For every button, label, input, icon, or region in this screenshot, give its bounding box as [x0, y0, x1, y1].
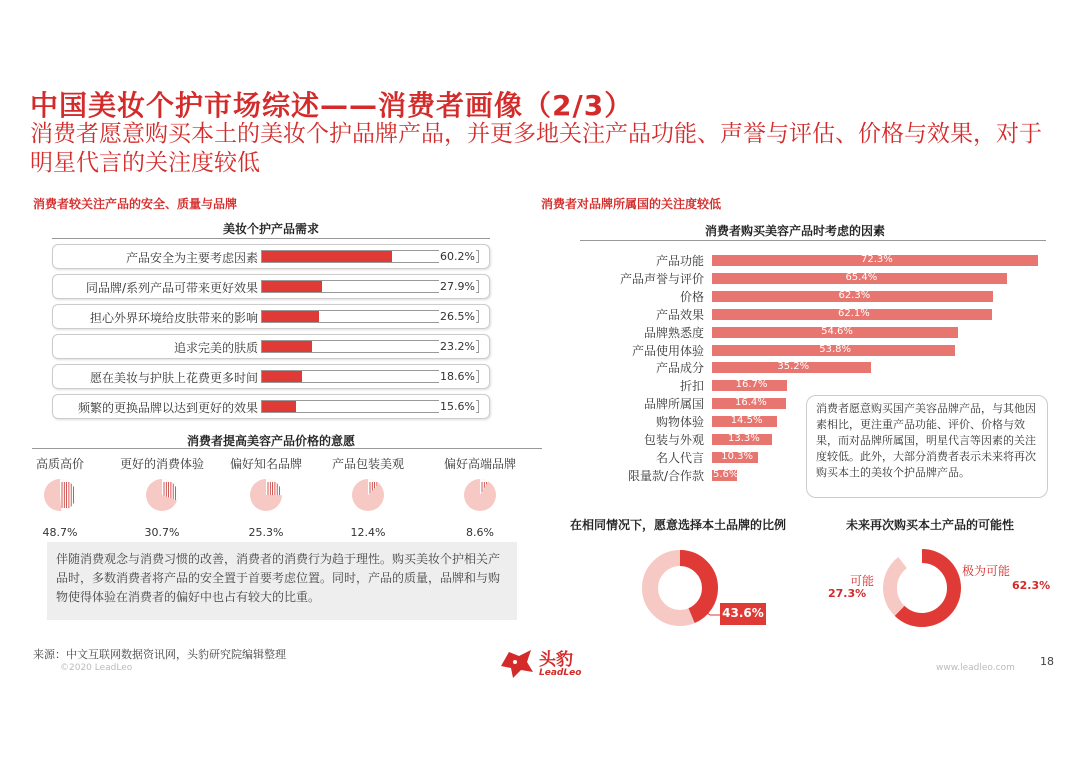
- need-value: 26.5%: [440, 310, 475, 323]
- factor-value: 35.2%: [777, 361, 810, 373]
- need-row: [52, 334, 490, 359]
- need-label: 愿在美妆与护肤上花费更多时间: [89, 371, 258, 385]
- factor-value: 16.4%: [734, 397, 767, 409]
- factor-label: 包装与外观: [643, 433, 704, 447]
- price-pie: [463, 478, 497, 512]
- factors-chart-title: 消费者购买美容产品时考虑的因素: [704, 224, 885, 238]
- need-bar-track: [261, 370, 479, 383]
- needs-chart-title: 美妆个护产品需求: [222, 222, 319, 236]
- need-row: [52, 364, 490, 389]
- need-row: [52, 394, 490, 419]
- factor-label: 品牌熟悉度: [643, 325, 704, 340]
- factor-value: 16.7%: [735, 379, 768, 391]
- factor-label: 产品成分: [655, 361, 704, 376]
- leopard-icon: [497, 646, 537, 680]
- price-pie-label: 偏好知名品牌: [229, 457, 302, 471]
- factor-value: 62.3%: [838, 289, 871, 301]
- need-label: 产品安全为主要考虑因素: [125, 251, 258, 265]
- need-value: 60.2%: [440, 250, 475, 263]
- price-pie: [43, 478, 77, 512]
- price-pie-item: [10, 455, 110, 539]
- price-pie-item: [112, 455, 212, 539]
- needs-title-rule: [52, 238, 490, 239]
- source-note: 来源：中文互联网数据资讯网，头豹研究院编辑整理: [33, 648, 286, 661]
- factor-value: 53.8%: [819, 343, 852, 355]
- factor-value: 5.6%: [713, 468, 739, 480]
- need-bar: [262, 371, 302, 382]
- repurchase-donut: [880, 543, 970, 633]
- repurchase-very-likely-value: 62.3%: [1012, 579, 1051, 592]
- need-row: [52, 304, 490, 329]
- factor-value: 14.5%: [730, 415, 763, 427]
- factor-label: 价格: [679, 289, 704, 304]
- need-bar: [262, 281, 322, 292]
- summary-box: 伴随消费观念与消费习惯的改善，消费者的消费行为趋于理性。购买美妆个护相关产品时，多数消费者将产品的安全置于首要考虑位置。同时，产品的质量，品牌和与购物使得体验在消费者的偏好中也占有较大的比重。: [47, 542, 517, 620]
- repurchase-title: 未来再次购买本土产品的可能性: [845, 518, 1014, 532]
- logo-en: LeadLeo: [539, 668, 582, 678]
- factor-value: 13.3%: [727, 433, 760, 444]
- repurchase-very-likely-label: 极为可能: [962, 564, 1011, 578]
- factor-value: 62.1%: [838, 307, 870, 319]
- price-pie: [351, 478, 385, 512]
- price-pie: [145, 478, 179, 512]
- price-pie-label: 更好的消费体验: [119, 457, 204, 471]
- factor-label: 产品使用体验: [631, 343, 704, 358]
- factor-value: 10.3%: [721, 450, 753, 462]
- need-bar: [262, 341, 312, 352]
- factor-label: 产品声誉与评价: [619, 271, 704, 286]
- price-pie-value: 8.6%: [466, 526, 494, 539]
- factor-value: 54.6%: [821, 325, 853, 337]
- need-bar-track: [261, 250, 479, 263]
- need-bar-track: [261, 340, 479, 353]
- website: www.leadleo.com: [936, 663, 1015, 673]
- price-title-rule: [32, 448, 542, 449]
- left-section-title: 消费者较关注产品的安全、质量与品牌: [33, 197, 238, 211]
- factor-value: 72.3%: [861, 254, 893, 265]
- need-value: 23.2%: [440, 340, 475, 353]
- factor-label: 限量款/合作款: [627, 468, 704, 483]
- price-pie-label: 偏好高端品牌: [443, 457, 516, 471]
- factors-note: 消费者愿意购买国产美容品牌产品，与其他因素相比，更注重产品功能、评价、价格与效果，而对品牌所属国，明星代言等因素的关注度较低。此外，大部分消费者表示未来将再次购买本土的美妆个护品牌产品。: [806, 395, 1048, 498]
- need-label: 追求完美的肤质: [173, 341, 258, 355]
- price-pie-item: [318, 455, 418, 539]
- price-pie-value: 48.7%: [42, 526, 78, 539]
- page-number: 18: [1040, 655, 1054, 668]
- price-pie-item: [430, 455, 530, 539]
- local-brand-title: 在相同情况下，愿意选择本土品牌的比例: [569, 518, 786, 532]
- local-brand-value: 43.6%: [722, 606, 764, 620]
- page-subtitle: 消费者愿意购买本土的美妆个护品牌产品，并更多地关注产品功能、声誉与评估、价格与效果，对于明星代言的关注度较低: [30, 121, 1042, 176]
- need-bar-track: [261, 310, 479, 323]
- need-label: 同品牌/系列产品可带来更好效果: [85, 281, 258, 295]
- price-pie-label: 高质高价: [35, 457, 84, 471]
- page-title: 中国美妆个护市场综述——消费者画像（2/3）: [30, 89, 634, 122]
- need-value: 18.6%: [440, 370, 475, 383]
- need-label: 频繁的更换品牌以达到更好的效果: [77, 401, 258, 415]
- price-pie-value: 12.4%: [350, 526, 386, 539]
- right-section-title: 消费者对品牌所属国的关注度较低: [541, 197, 722, 211]
- factor-label: 品牌所属国: [643, 397, 704, 412]
- factor-label: 名人代言: [655, 450, 704, 465]
- need-bar-track: [261, 280, 479, 293]
- need-bar: [262, 401, 296, 412]
- need-row: [52, 274, 490, 299]
- need-bar: [262, 251, 392, 262]
- price-pie-value: 25.3%: [248, 526, 284, 539]
- logo-cn: 头豹: [539, 650, 573, 670]
- price-pie-label: 产品包装美观: [331, 457, 404, 471]
- copyright: ©2020 LeadLeo: [60, 663, 133, 673]
- price-chart-title: 消费者提高美容产品价格的意愿: [186, 434, 355, 448]
- factor-label: 产品效果: [655, 307, 704, 322]
- leadleo-logo: [497, 644, 597, 684]
- repurchase-likely-label: 可能: [850, 574, 875, 588]
- need-bar-track: [261, 400, 479, 413]
- need-label: 担心外界环境给皮肤带来的影响: [89, 311, 258, 325]
- factor-label: 折扣: [679, 379, 704, 394]
- price-pie-item: [216, 455, 316, 539]
- factor-label: 购物体验: [655, 415, 704, 430]
- need-row: [52, 244, 490, 269]
- price-pie: [249, 478, 283, 512]
- factor-label: 产品功能: [655, 254, 704, 268]
- need-value: 27.9%: [440, 280, 475, 293]
- repurchase-likely-value: 27.3%: [828, 587, 867, 600]
- need-bar: [262, 311, 319, 322]
- price-pie-value: 30.7%: [144, 526, 180, 539]
- need-value: 15.6%: [440, 400, 475, 413]
- factor-value: 65.4%: [845, 271, 878, 283]
- factors-title-rule: [580, 240, 1046, 241]
